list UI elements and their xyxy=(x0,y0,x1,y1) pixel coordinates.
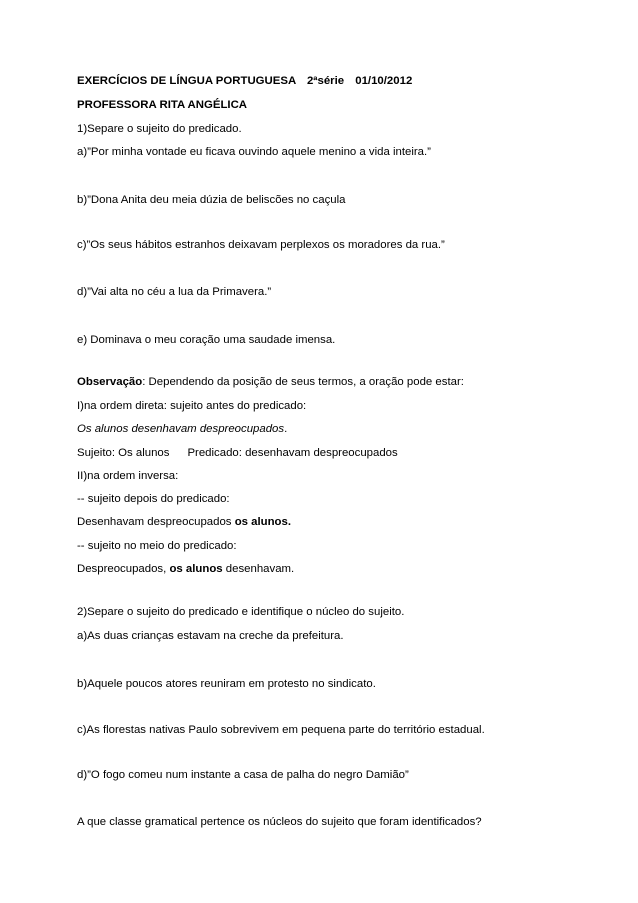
after-example-text: Desenhavam despreocupados xyxy=(77,516,235,528)
subject-predicate-line xyxy=(77,446,398,460)
q2-item-b: b)Aquele poucos atores reuniram em protesto no sindicato. xyxy=(77,678,376,690)
q1-item-d: d)”Vai alta no céu a lua da Primavera.” xyxy=(77,286,272,298)
document-title: EXERCÍCIOS DE LÍNGUA PORTUGUESA xyxy=(77,75,296,87)
q2-prompt: 2)Separe o sujeito do predicado e identifique o núcleo do sujeito. xyxy=(77,606,405,618)
q2-item-d: d)”O fogo comeu num instante a casa de palha do negro Damião” xyxy=(77,769,409,781)
q1-item-b: b)”Dona Anita deu meia dúzia de beliscões no caçula xyxy=(77,194,346,206)
subject-text: Sujeito: Os alunos xyxy=(77,447,170,459)
middle-example-end: desenhavam. xyxy=(222,563,295,575)
q2-item-c: c)As florestas nativas Paulo sobrevivem em pequena parte do território estadual. xyxy=(77,724,485,736)
q1-prompt: 1)Separe o sujeito do predicado. xyxy=(77,123,242,135)
q1-item-e: e) Dominava o meu coração uma saudade imensa. xyxy=(77,334,336,346)
observation-text: : Dependendo da posição de seus termos, a oração pode estar: xyxy=(142,376,464,388)
direct-order-line: I)na ordem direta: sujeito antes do predicado: xyxy=(77,400,307,412)
middle-example-subject: os alunos xyxy=(169,563,223,575)
direct-example: Os alunos desenhavam despreocupados xyxy=(77,423,285,435)
subject-middle-label: -- sujeito no meio do predicado: xyxy=(77,540,237,552)
subject-after-example xyxy=(77,515,291,529)
observation-intro xyxy=(77,375,464,389)
final-question: A que classe gramatical pertence os núcleos do sujeito que foram identificados? xyxy=(77,816,482,828)
middle-example-start: Despreocupados, xyxy=(77,563,170,575)
subject-middle-example xyxy=(77,562,294,576)
teacher-name: PROFESSORA RITA ANGÉLICA xyxy=(77,99,248,111)
subject-after-label: -- sujeito depois do predicado: xyxy=(77,493,230,505)
direct-example-line xyxy=(77,422,287,436)
document-date: 01/10/2012 xyxy=(355,75,413,87)
q1-item-a: a)”Por minha vontade eu ficava ouvindo aquele menino a vida inteira.” xyxy=(77,146,431,158)
q2-item-a: a)As duas crianças estavam na creche da prefeitura. xyxy=(77,630,344,642)
after-example-subject: os alunos. xyxy=(234,516,292,528)
predicate-text: Predicado: desenhavam despreocupados xyxy=(187,447,398,459)
document-title-line xyxy=(77,74,412,88)
serie-label: 2ªsérie xyxy=(306,75,345,87)
direct-example-end: . xyxy=(284,423,288,435)
q1-item-c: c)”Os seus hábitos estranhos deixavam perplexos os moradores da rua.” xyxy=(77,239,445,251)
inverse-order-line: II)na ordem inversa: xyxy=(77,470,179,482)
observation-label: Observação xyxy=(77,376,143,388)
